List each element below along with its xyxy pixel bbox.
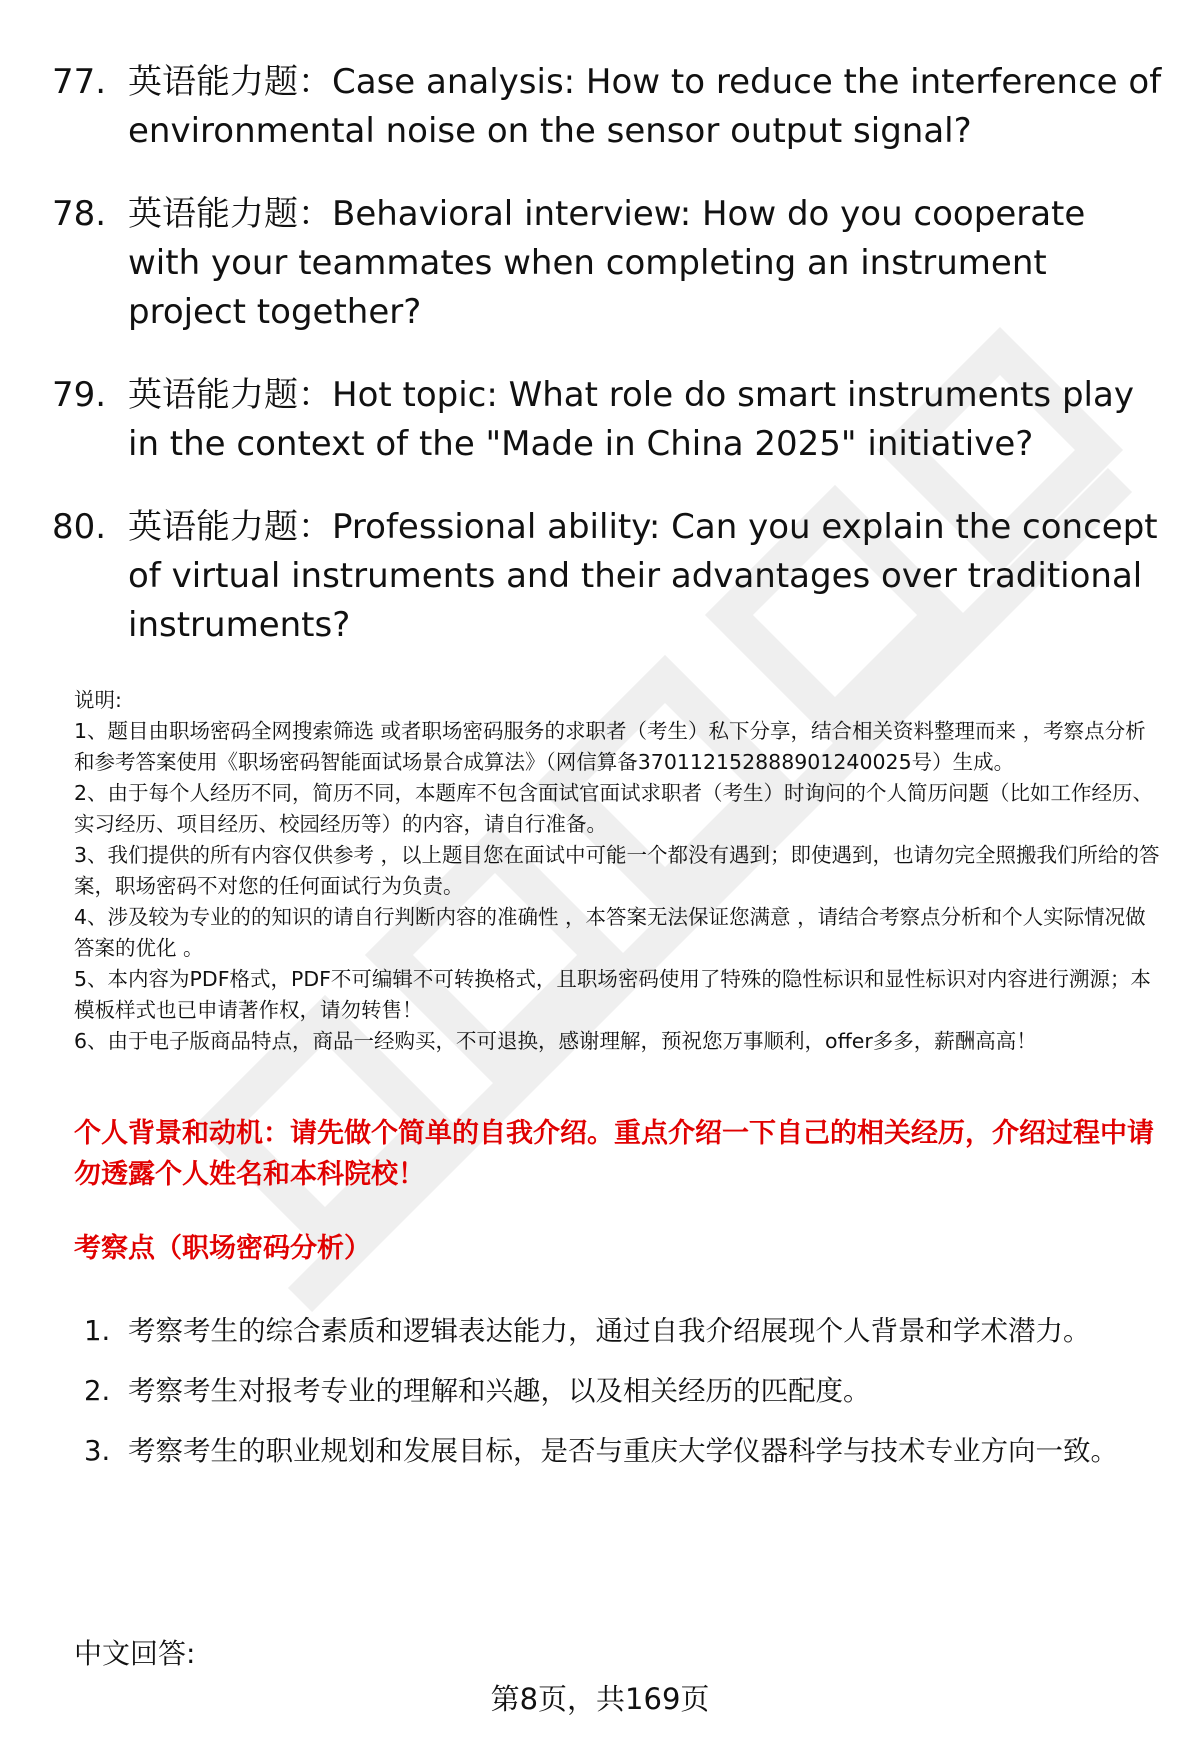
note-item: 6、由于电子版商品特点，商品一经购买，不可退换，感谢理解，预祝您万事顺利，offer多多，薪酬高高！ — [74, 1029, 1037, 1053]
assessment-point — [84, 1301, 1164, 1361]
question-text: 英语能力题：Behavioral interview: How do you cooperate with your teammates when completing an instrument project together? — [128, 194, 1086, 332]
question-number: 79. — [52, 375, 107, 415]
point-number: 1. — [84, 1315, 111, 1347]
note-item: 4、涉及较为专业的的知识的请自行判断内容的准确性 ，本答案无法保证您满意 ，请结合考察点分析和个人实际情况做答案的优化 。 — [74, 905, 1146, 960]
question-text: 英语能力题：Case analysis: How to reduce the interference of environmental noise on the sensor output signal? — [128, 62, 1162, 151]
note-item: 2、由于每个人经历不同，简历不同，本题库不包含面试官面试求职者（考生）时询问的个人简历问题（比如工作经历、实习经历、项目经历、校园经历等）的内容，请自行准备。 — [74, 781, 1154, 836]
page-footer: 第8页，共169页 — [490, 1682, 710, 1716]
notes-block — [74, 685, 1164, 1057]
question-item — [52, 190, 1162, 337]
question-item — [52, 371, 1162, 469]
point-text: 考察考生的职业规划和发展目标，是否与重庆大学仪器科学与技术专业方向一致。 — [128, 1435, 1118, 1467]
note-item: 1、题目由职场密码全网搜索筛选 或者职场密码服务的求职者（考生）私下分享，结合相关资料整理而来 ，考察点分析和参考答案使用《职场密码智能面试场景合成算法》（网信算备370112152888901240025号）生成。 — [74, 719, 1146, 774]
note-item: 5、本内容为PDF格式，PDF不可编辑不可转换格式，且职场密码使用了特殊的隐性标识和显性标识对内容进行溯源；本模板样式也已申请著作权，请勿转售！ — [74, 967, 1151, 1022]
question-text: 英语能力题：Professional ability: Can you explain the concept of virtual instruments and their advantages over traditional instruments? — [128, 507, 1158, 645]
section-subheading: 考察点（职场密码分析） — [74, 1233, 371, 1264]
question-number: 77. — [52, 62, 107, 102]
question-number: 80. — [52, 507, 107, 547]
question-number: 78. — [52, 194, 107, 234]
assessment-point — [84, 1361, 1164, 1421]
note-item: 3、我们提供的所有内容仅供参考 ，以上题目您在面试中可能一个都没有遇到；即使遇到，也请勿完全照搬我们所给的答案，职场密码不对您的任何面试行为负责。 — [74, 843, 1160, 898]
point-text: 考察考生对报考专业的理解和兴趣，以及相关经历的匹配度。 — [128, 1375, 871, 1407]
question-list — [52, 58, 1162, 684]
question-item — [52, 503, 1162, 650]
point-number: 3. — [84, 1435, 111, 1467]
answer-label: 中文回答: — [74, 1637, 196, 1670]
assessment-points — [84, 1301, 1164, 1481]
assessment-point — [84, 1421, 1164, 1481]
point-text: 考察考生的综合素质和逻辑表达能力，通过自我介绍展现个人背景和学术潜力。 — [128, 1315, 1091, 1347]
question-text: 英语能力题：Hot topic: What role do smart instruments play in the context of the "Made in China 2025" initiative? — [128, 375, 1134, 464]
section-heading: 个人背景和动机：请先做个简单的自我介绍。重点介绍一下自己的相关经历，介绍过程中请勿透露个人姓名和本科院校！ — [74, 1118, 1154, 1190]
point-number: 2. — [84, 1375, 111, 1407]
question-item — [52, 58, 1162, 156]
notes-title: 说明: — [74, 688, 122, 712]
